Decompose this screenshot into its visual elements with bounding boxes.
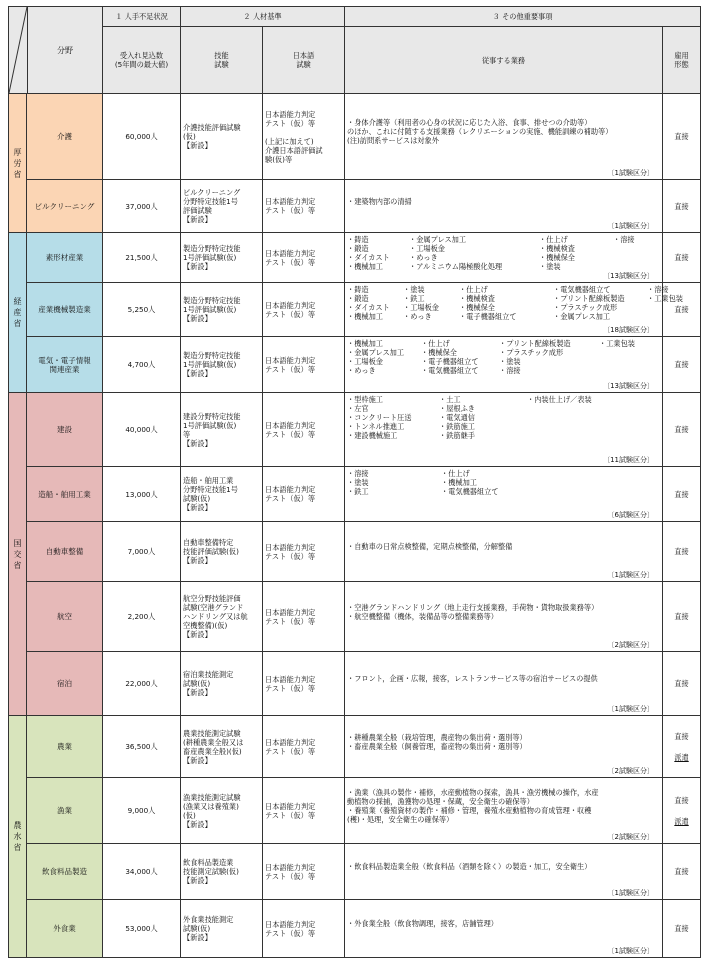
duties-wrap xyxy=(347,582,660,641)
duty-item: ・工場板金 xyxy=(403,303,439,312)
duty-item xyxy=(527,413,647,422)
duty-item: ・電子機器組立て xyxy=(421,357,479,366)
duty-item: ・仕上げ xyxy=(459,285,488,294)
duty-item: ・溶接 xyxy=(647,285,669,294)
exam-count-note: 〔2試験区分〕 xyxy=(607,833,655,841)
employment-direct: 直接 xyxy=(674,305,689,314)
duty-item: ・めっき xyxy=(403,312,432,321)
employment-type xyxy=(663,652,701,716)
employment-direct: 直接 xyxy=(674,731,689,741)
duties-wrap xyxy=(347,94,660,169)
duty-item: ・鉄工 xyxy=(347,487,369,496)
exam-count-note: 〔18試験区分〕 xyxy=(603,326,655,334)
header-field: 分野 xyxy=(57,45,73,55)
duty-item: ・機械加工 xyxy=(441,478,477,487)
employment-direct: 直接 xyxy=(674,489,689,499)
accept-count: 53,000人 xyxy=(103,900,181,958)
duty-item: ・工業包装 xyxy=(599,339,635,348)
duties-cell xyxy=(345,522,663,582)
duty-item xyxy=(599,357,669,366)
ministry-char: 経 xyxy=(13,297,22,306)
duties-wrap xyxy=(347,844,660,889)
duty-item: ・めっき xyxy=(409,253,438,262)
duty-item: ・仕上げ xyxy=(441,469,470,478)
duty-item: ・機械保全 xyxy=(539,253,575,262)
accept-count: 13,000人 xyxy=(103,467,181,522)
skill-test: 製造分野特定技能 1号評価試験(仮) 【新設】 xyxy=(181,337,263,393)
accept-count: 40,000人 xyxy=(103,393,181,467)
exam-count-note: 〔11試験区分〕 xyxy=(603,456,655,464)
duty-item xyxy=(599,366,669,375)
duty-item: ・トンネル推進工 xyxy=(347,422,405,431)
duty-item: ・電子機器組立て xyxy=(459,312,517,321)
field-name: 航空 xyxy=(27,582,103,652)
ministry-char: 省 xyxy=(13,169,22,179)
duties-cell xyxy=(345,900,663,958)
jp-test: 日本語能力判定 テスト（仮）等 xyxy=(263,844,345,900)
employment-type xyxy=(663,522,701,582)
duty-item: ・工業包装 xyxy=(647,294,683,303)
duty-item: ・ダイカスト xyxy=(347,303,390,312)
duties-wrap xyxy=(347,778,660,833)
skill-test: 航空分野技能評価 試験(空港グランド ハンドリング又は航 空機整備)(仮) 【新設】 xyxy=(181,582,263,652)
duties-box xyxy=(347,716,660,776)
duty-item: ・プリント配線板製造 xyxy=(553,294,625,303)
jp-test: 日本語能力判定 テスト（仮）等 xyxy=(263,582,345,652)
duty-item: ・鋳造 xyxy=(347,235,369,244)
exam-count-note: 〔1試験区分〕 xyxy=(607,889,655,897)
duties-wrap xyxy=(347,716,660,767)
header-skill: 技能 試験 xyxy=(181,27,263,94)
duties-box xyxy=(347,900,660,956)
employment-type xyxy=(663,716,701,778)
duties-text: ・フロント，企画・広報，接客，レストランサービス等の宿泊サービスの提供 xyxy=(347,674,598,683)
table-row xyxy=(9,522,701,582)
exam-count-note: 〔6試験区分〕 xyxy=(607,511,655,519)
ministry-mhlw xyxy=(9,94,27,233)
field-name: 介護 xyxy=(27,94,103,180)
jp-test: 日本語能力判定 テスト（仮）等 xyxy=(263,283,345,337)
duty-item: ・電気機器組立て xyxy=(441,487,499,496)
duty-item: ・溶接 xyxy=(613,235,635,244)
duties-cell xyxy=(345,94,663,180)
employment-direct: 直接 xyxy=(674,547,689,556)
duties-box xyxy=(347,393,660,465)
duties-text: ・耕種農業全般（栽培管理，農産物の集出荷・選別等） ・畜産農業全般（飼養管理，畜産物の集出荷・選別等） xyxy=(347,732,527,751)
jp-test: 日本語能力判定 テスト（仮）等 xyxy=(263,652,345,716)
exam-count-note: 〔1試験区分〕 xyxy=(607,705,655,713)
duty-item: ・土工 xyxy=(439,395,461,404)
duty-item: ・金属プレス加工 xyxy=(553,312,611,321)
duty-item xyxy=(613,244,673,253)
duty-item: ・電気機器組立て xyxy=(421,366,479,375)
duties-box xyxy=(347,582,660,650)
table-row xyxy=(9,94,701,180)
jp-test: 日本語能力判定 テスト（仮）等 xyxy=(263,393,345,467)
table-row xyxy=(9,652,701,716)
duties-list xyxy=(347,467,660,496)
jp-test: 日本語能力判定 テスト（仮）等 xyxy=(263,778,345,844)
accept-count: 4,700人 xyxy=(103,337,181,393)
employment-type xyxy=(663,180,701,233)
accept-count: 60,000人 xyxy=(103,94,181,180)
skill-test: 漁業技能測定試験 (漁業又は養殖業) (仮) 【新設】 xyxy=(181,778,263,844)
duties-cell xyxy=(345,716,663,778)
duties-list xyxy=(347,393,660,440)
employment-direct: 直接 xyxy=(674,867,689,876)
field-name: 農業 xyxy=(27,716,103,778)
duty-item: ・金属プレス加工 xyxy=(409,235,467,244)
duty-item: ・機械保全 xyxy=(421,348,457,357)
duties-wrap xyxy=(347,900,660,947)
employment-dispatch: 派遣 xyxy=(674,816,689,826)
skill-test: 飲食料品製造業 技能測定試験(仮) 【新設】 xyxy=(181,844,263,900)
jp-test: 日本語能力判定 テスト（仮）等 xyxy=(263,522,345,582)
skill-test: 造船・舶用工業 分野特定技能1号 試験(仮) 【新設】 xyxy=(181,467,263,522)
table-row xyxy=(9,778,701,844)
employment-direct: 直接 xyxy=(674,425,689,434)
duty-item: ・仕上げ xyxy=(421,339,450,348)
skill-test: 建設分野特定技能 1号評価試験(仮) 等 【新設】 xyxy=(181,393,263,467)
duties-wrap xyxy=(347,180,660,222)
table-row xyxy=(9,582,701,652)
ministry-char: 農 xyxy=(13,821,22,830)
employment-type xyxy=(663,778,701,844)
jp-test: 日本語能力判定 テスト（仮）等 xyxy=(263,337,345,393)
duty-item: ・鍛造 xyxy=(347,294,369,303)
employment-type xyxy=(663,844,701,900)
skill-test: 外食業技能測定 試験(仮) 【新設】 xyxy=(181,900,263,958)
field-name: 造船・舶用工業 xyxy=(27,467,103,522)
accept-count: 34,000人 xyxy=(103,844,181,900)
ministry-char: 水 xyxy=(13,832,22,841)
duty-item: ・電気通信 xyxy=(439,413,475,422)
duties-cell xyxy=(345,337,663,393)
duties-list xyxy=(347,337,660,375)
duties-box xyxy=(347,233,660,281)
duty-item xyxy=(613,262,673,271)
accept-count: 7,000人 xyxy=(103,522,181,582)
duties-text: ・空港グランドハンドリング（地上走行支援業務，手荷物・貨物取扱業務等） ・航空機整備（機体，装備品等の整備業務等） xyxy=(347,602,599,621)
duty-item: ・塗装 xyxy=(347,478,369,487)
skill-test: 宿泊業技能測定 試験(仮) 【新設】 xyxy=(181,652,263,716)
duties-cell xyxy=(345,844,663,900)
field-name: 素形材産業 xyxy=(27,233,103,283)
skill-test: ビルクリーニング 分野特定技能1号 評価試験 【新設】 xyxy=(181,180,263,233)
duty-item: ・塗装 xyxy=(499,357,521,366)
accept-count: 21,500人 xyxy=(103,233,181,283)
header-jp: 日本語 試験 xyxy=(263,27,345,94)
duty-item: ・プラスチック成形 xyxy=(553,303,618,312)
header-employ: 雇用 形態 xyxy=(663,27,701,94)
duties-box xyxy=(347,180,660,231)
field-name: 産業機械製造業 xyxy=(27,283,103,337)
duties-box xyxy=(347,522,660,580)
duties-box xyxy=(347,652,660,714)
accept-count: 37,000人 xyxy=(103,180,181,233)
ministry-char: 省 xyxy=(13,560,22,570)
diagonal-line xyxy=(9,7,27,93)
duty-item xyxy=(527,404,647,413)
accept-count: 22,000人 xyxy=(103,652,181,716)
accept-count: 9,000人 xyxy=(103,778,181,844)
ministry-char: 国 xyxy=(13,538,22,548)
duties-wrap xyxy=(347,522,660,571)
duty-item: ・工場板金 xyxy=(409,244,445,253)
duty-item: ・左官 xyxy=(347,404,369,413)
table-row xyxy=(9,283,701,337)
duties-box xyxy=(347,844,660,898)
skill-test: 農業技能測定試験 (耕種農業全般又は 畜産農業全般)(仮) 【新設】 xyxy=(181,716,263,778)
header-group2: ２ 人材基準 xyxy=(181,7,345,27)
duty-item: ・プラスチック成形 xyxy=(499,348,564,357)
duty-item: ・塗装 xyxy=(403,285,425,294)
duty-item: ・鉄筋施工 xyxy=(439,422,475,431)
exam-count-note: 〔2試験区分〕 xyxy=(607,767,655,775)
duties-cell xyxy=(345,467,663,522)
duty-item: ・鍛造 xyxy=(347,244,369,253)
jp-test: 日本語能力判定 テスト（仮）等 xyxy=(263,716,345,778)
duties-text: ・自動車の日常点検整備，定期点検整備，分解整備 xyxy=(347,542,513,551)
employment-direct: 直接 xyxy=(674,795,689,805)
jp-test: 日本語能力判定 テスト（仮）等 xyxy=(263,900,345,958)
duties-text: ・漁業（漁具の製作・補修，水産動植物の探索，漁具・漁労機械の操作，水産 動植物の採捕，漁獲物の処理・保蔵，安全衛生の確保等） ・養殖業（養殖資材の製作・補修・管理，養殖水産動植物の育成管理・収穫 (穫)・処理，安全衛生の確保等） xyxy=(347,787,599,824)
duties-cell xyxy=(345,393,663,467)
table-row xyxy=(9,716,701,778)
header-duties: 従事する業務 xyxy=(345,27,663,94)
exam-count-note: 〔1試験区分〕 xyxy=(607,222,655,230)
header-accept: 受入れ見込数 (5年間の最大値) xyxy=(103,27,181,94)
duty-item xyxy=(599,348,669,357)
duties-cell xyxy=(345,652,663,716)
ministry-char: 厚 xyxy=(13,147,22,157)
duty-item: ・金属プレス加工 xyxy=(347,348,405,357)
duty-item: ・鉄筋継手 xyxy=(439,431,475,440)
ministry-char: 産 xyxy=(13,308,22,317)
accept-count: 2,200人 xyxy=(103,582,181,652)
jp-test: 日本語能力判定 テスト（仮）等 (上記に加えて) 介護日本語評価試 験(仮)等 xyxy=(263,94,345,180)
skill-test: 製造分野特定技能 1号評価試験(仮) 【新設】 xyxy=(181,283,263,337)
duty-item: ・機械加工 xyxy=(347,339,383,348)
duty-item: ・溶接 xyxy=(347,469,369,478)
table-row xyxy=(9,844,701,900)
duties-box xyxy=(347,778,660,842)
duty-item: ・溶接 xyxy=(499,366,521,375)
duty-item: ・機械加工 xyxy=(347,262,383,271)
employment-direct: 直接 xyxy=(674,253,689,262)
jp-test: 日本語能力判定 テスト（仮）等 xyxy=(263,233,345,283)
employment-direct: 直接 xyxy=(674,201,689,211)
exam-count-note: 〔1試験区分〕 xyxy=(607,169,655,177)
skill-test: 介護技能評価試験 (仮) 【新設】 xyxy=(181,94,263,180)
duty-item: ・型枠施工 xyxy=(347,395,383,404)
duties-text: ・飲食料品製造業全般（飲食料品（酒類を除く）の製造・加工，安全衛生） xyxy=(347,862,592,871)
duty-item xyxy=(527,422,647,431)
duty-item: ・工場板金 xyxy=(347,357,383,366)
employment-dispatch: 派遣 xyxy=(674,752,689,762)
exam-count-note: 〔1試験区分〕 xyxy=(607,947,655,955)
duties-text: ・外食業全般（飲食物調理，接客，店舗管理） xyxy=(347,919,498,928)
field-name: 漁業 xyxy=(27,778,103,844)
accept-count: 36,500人 xyxy=(103,716,181,778)
duties-text: ・建築物内部の清掃 xyxy=(347,196,412,206)
skill-test: 製造分野特定技能 1号評価試験(仮) 【新設】 xyxy=(181,233,263,283)
employment-type xyxy=(663,393,701,467)
employment-type xyxy=(663,582,701,652)
duty-item: ・機械保全 xyxy=(459,303,495,312)
duty-item: ・塗装 xyxy=(539,262,561,271)
field-name: ビルクリーニング xyxy=(27,180,103,233)
duties-cell xyxy=(345,180,663,233)
duty-item xyxy=(613,253,673,262)
ministry-mlit xyxy=(9,393,27,716)
table-row xyxy=(9,233,701,283)
employment-direct: 直接 xyxy=(674,132,689,141)
jp-test: 日本語能力判定 テスト（仮）等 xyxy=(263,467,345,522)
duty-item: ・鋳造 xyxy=(347,285,369,294)
duty-item: ・仕上げ xyxy=(539,235,568,244)
ministry-char: 交 xyxy=(13,549,22,559)
duties-text: ・身体介護等（利用者の心身の状況に応じた入浴、食事、排せつの介助等） のほか、これに付随する支援業務（レクリエーションの実施、機能訓練の補助等） (注)訪問系サービスは対象外 xyxy=(347,118,613,145)
skill-test: 自動車整備特定 技能評価試験(仮) 【新設】 xyxy=(181,522,263,582)
field-name: 宿泊 xyxy=(27,652,103,716)
exam-count-note: 〔2試験区分〕 xyxy=(607,641,655,649)
duties-cell xyxy=(345,778,663,844)
table-row xyxy=(9,393,701,467)
duty-item: ・屋根ふき xyxy=(439,404,475,413)
field-name: 電気・電子情報 関連産業 xyxy=(27,337,103,393)
header-group1: １ 人手不足状況 xyxy=(103,7,181,27)
ministry-char: 省 xyxy=(13,843,22,852)
exam-count-note: 〔1試験区分〕 xyxy=(607,571,655,579)
duties-box xyxy=(347,94,660,178)
exam-count-note: 〔13試験区分〕 xyxy=(603,272,655,280)
field-name: 建設 xyxy=(27,393,103,467)
duty-item: ・機械検査 xyxy=(459,294,495,303)
duty-item: ・機械検査 xyxy=(539,244,575,253)
duty-item: ・プリント配線板製造 xyxy=(499,339,571,348)
employment-type xyxy=(663,900,701,958)
employment-direct: 直接 xyxy=(674,360,689,369)
employment-type xyxy=(663,467,701,522)
table-row xyxy=(9,467,701,522)
duties-box xyxy=(347,467,660,520)
employment-type xyxy=(663,94,701,180)
duties-cell xyxy=(345,582,663,652)
ministry-char: 労 xyxy=(13,158,22,168)
exam-count-note: 〔13試験区分〕 xyxy=(603,382,655,390)
employment-direct: 直接 xyxy=(674,679,689,688)
duty-item: ・内装仕上げ／表装 xyxy=(527,395,592,404)
duty-item: ・めっき xyxy=(347,366,376,375)
duty-item: ・建設機械施工 xyxy=(347,431,398,440)
duties-cell xyxy=(345,233,663,283)
table-row xyxy=(9,900,701,958)
jp-test: 日本語能力判定 テスト（仮）等 xyxy=(263,180,345,233)
duty-item: ・電気機器組立て xyxy=(553,285,611,294)
field-name: 自動車整備 xyxy=(27,522,103,582)
duty-item: ・機械加工 xyxy=(347,312,383,321)
duty-item: ・鉄工 xyxy=(403,294,425,303)
skills-table xyxy=(8,6,701,958)
employment-direct: 直接 xyxy=(674,612,689,621)
field-name: 外食業 xyxy=(27,900,103,958)
ministry-meti xyxy=(9,233,27,393)
duty-item xyxy=(527,431,647,440)
header-group3: ３ その他重要事項 xyxy=(345,7,701,27)
table-row xyxy=(9,337,701,393)
duty-item: ・コンクリート圧送 xyxy=(347,413,412,422)
duties-wrap xyxy=(347,652,660,705)
accept-count: 5,250人 xyxy=(103,283,181,337)
employment-direct: 直接 xyxy=(674,924,689,933)
field-name: 飲食料品製造 xyxy=(27,844,103,900)
header-corner xyxy=(9,7,103,94)
duty-item: ・アルミニウム陽極酸化処理 xyxy=(409,262,503,271)
ministry-char: 省 xyxy=(13,319,22,328)
duties-box xyxy=(347,337,660,391)
table-row xyxy=(9,180,701,233)
ministry-maff xyxy=(9,716,27,958)
duties-list xyxy=(347,233,660,271)
duty-item: ・ダイカスト xyxy=(347,253,390,262)
